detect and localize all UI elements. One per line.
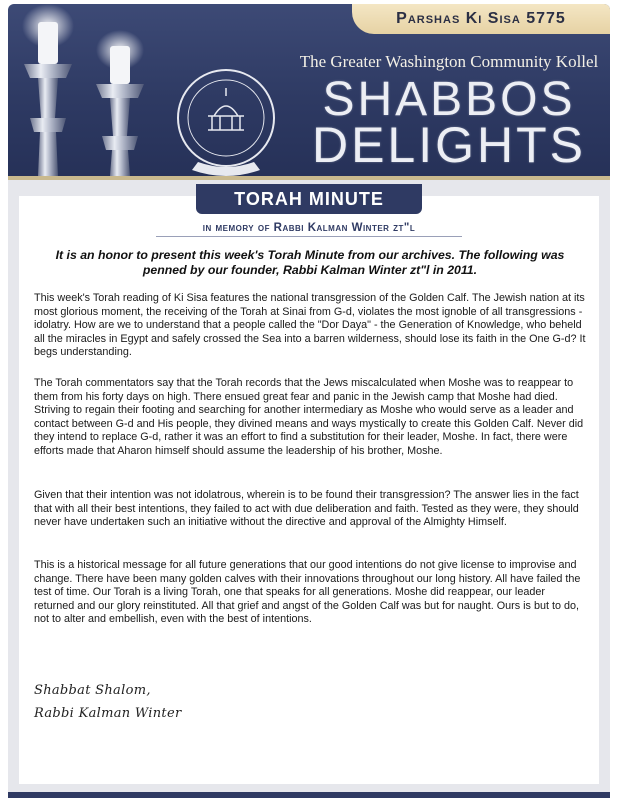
closing-greeting: Shabbat Shalom, xyxy=(34,683,151,698)
candlesticks-image xyxy=(8,4,178,176)
article-paragraph-1: This week's Torah reading of Ki Sisa features the national transgression of the Golden Calf. The Jewish nation at its most glorious moment, the receiving of the Torah at Sinai from G-d, violates the most ignoble of all transgressions - idolatry. How are we to understand that a people called the "Dor Daya" - the Generation of Knowledge, who beheld all the miracles in Egypt and safely crossed the Sea into a barren wilderness, should lose its faith in the One G-d? It begs understanding. xyxy=(34,292,586,358)
article-paragraph-2: The Torah commentators say that the Torah records that the Jews miscalculated when Moshe was to reappear to them from his forty days on high. There ensued great fear and panic in the Jewish camp that Moshe had died. Striving to regain their footing and searching for another intermediary as Moshe who would serve as a leader and contact between G-d and His people, they divined means and ways mystically to create this Golden Calf. Never did they intend to replace G-d, rather it was an effort to find a substitution for their leader, Moshe. In fact, there were efforts made that Aharon himself should assume the leadership of his brother, Moshe. xyxy=(34,377,584,457)
newsletter-header xyxy=(8,4,610,176)
parsha-label: Parshas Ki Sisa 5775 xyxy=(352,4,610,34)
author-signature: Rabbi Kalman Winter xyxy=(34,706,182,721)
memorial-divider xyxy=(156,236,462,237)
organization-name: The Greater Washington Community Kollel xyxy=(299,52,599,71)
footer-bar xyxy=(8,792,610,798)
newsletter-title-line1: SHABBOS xyxy=(322,73,576,126)
article-paragraph-4: This is a historical message for all future generations that our good intentions do not give license to improvise and change. There have been many golden calves with their innovations throughout our long history. All have failed the test of time. Our Torah is a living Torah, one that speaks for all generations. Moshe did reappear, our leader returned and our glory reinstituted. All that grief and angst of the Golden Calf was but for naught. Ours is but to do, not to alter and embellish, even with the best of intentions. xyxy=(34,559,581,625)
kollel-seal-logo xyxy=(168,60,288,176)
memorial-line: in memory of Rabbi Kalman Winter zt"l xyxy=(202,222,416,234)
newsletter-title-line2: DELIGHTS xyxy=(311,117,587,173)
section-heading: TORAH MINUTE xyxy=(196,184,422,214)
article-intro: It is an honor to present this week's Torah Minute from our archives. The following was penned by our founder, Rabbi Kalman Winter zt"l in 2011. xyxy=(55,248,565,277)
article-paragraph-3: Given that their intention was not idolatrous, wherein is to be found their transgression? The answer lies in the fact that with all their best intentions, they failed to act with due deliberation and faith. Tested as they were, they should never have undertaken such an initiative without the directive and approval of the Almighty Himself. xyxy=(34,489,579,528)
